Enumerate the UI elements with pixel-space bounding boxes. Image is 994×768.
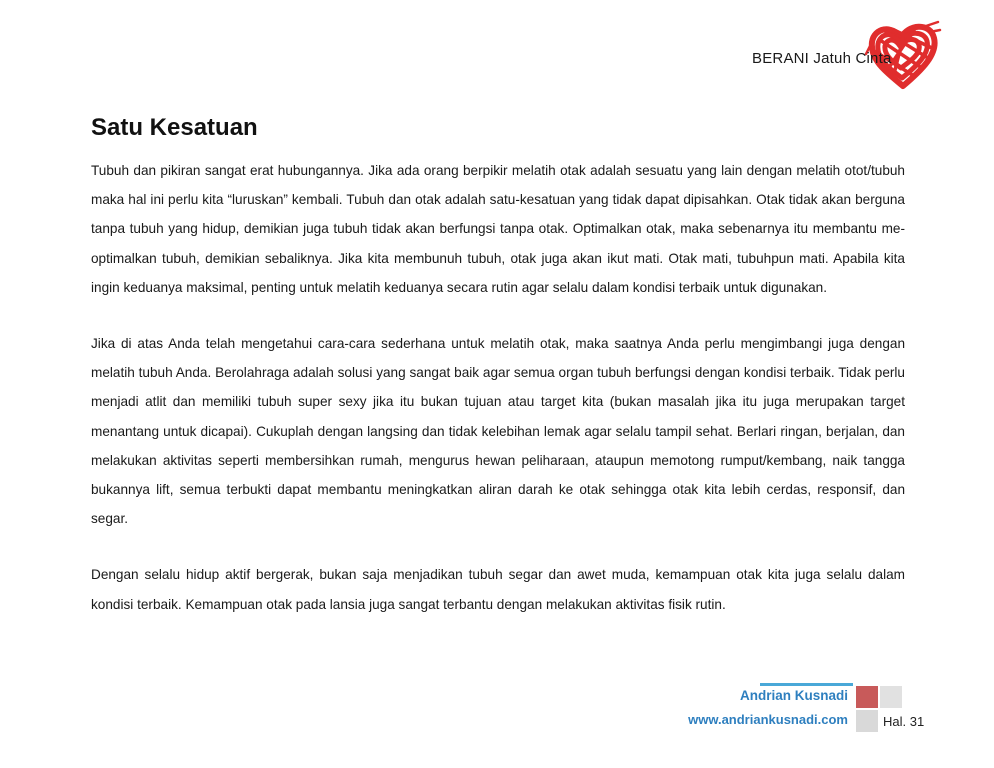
paragraph: Jika di atas Anda telah mengetahui cara-cara sederhana untuk melatih otak, maka saatnya Anda perlu mengimbangi juga dengan melatih tubuh Anda. Berolahraga adalah solusi yang sangat baik agar semua organ tubuh berfungsi dengan kondisi terbaik. Tidak perlu menjadi atlit dan memiliki tubuh super sexy jika itu bukan tujuan atau target kita (bukan masalah jika itu juga merupakan target menantang untuk dicapai). Cukuplah dengan langsing dan tidak kelebihan lemak agar selalu tampil sehat. Berlari ringan, berjalan, dan melakukan aktivitas seperti membersihkan rumah, mengurus hewan peliharaan, ataupun memotong rumput/kembang, naik tangga bukannya lift, semua terbukti dapat membantu meningkatkan aliran darah ke otak sehingga otak kita lebih cerdas, responsif, dan segar. bbox=[91, 336, 905, 527]
footer-website-link[interactable]: www.andriankusnadi.com bbox=[688, 712, 848, 727]
paragraph: Tubuh dan pikiran sangat erat hubungannya. Jika ada orang berpikir melatih otak adalah sesuatu yang lain dengan melatih otot/tubuh maka hal ini perlu kita “luruskan” kembali. Tubuh dan otak adalah satu-kesatuan yang tidak dapat dipisahkan. Otak tidak akan berguna tanpa tubuh yang hidup, demikian juga tubuh tidak akan berfungsi tanpa otak. Optimalkan otak, maka sebenarnya itu membantu me-optimalkan tubuh, demikian sebaliknya. Jika kita membunuh tubuh, otak juga akan ikut mati. Otak mati, tubuhpun mati. Apabila kita ingin keduanya maksimal, penting untuk melatih keduanya secara rutin agar selalu dalam kondisi terbaik untuk digunakan. bbox=[91, 163, 905, 295]
page-number: Hal. 31 bbox=[883, 714, 925, 729]
section-heading: Satu Kesatuan bbox=[91, 114, 258, 141]
footer-square-grey bbox=[880, 686, 902, 708]
footer-author: Andrian Kusnadi bbox=[739, 688, 848, 703]
paragraph: Dengan selalu hidup aktif bergerak, bukan saja menjadikan tubuh segar dan awet muda, kemampuan otak kita juga selalu dalam kondisi terbaik. Kemampuan otak pada lansia juga sangat terbantu dengan melakukan aktivitas fisik rutin. bbox=[91, 567, 905, 612]
article-body bbox=[91, 156, 905, 646]
footer-accent-line bbox=[760, 683, 853, 686]
document-header-title: BERANI Jatuh Cinta bbox=[752, 50, 892, 67]
footer-square-grey bbox=[856, 710, 878, 732]
footer-square-red bbox=[856, 686, 878, 708]
